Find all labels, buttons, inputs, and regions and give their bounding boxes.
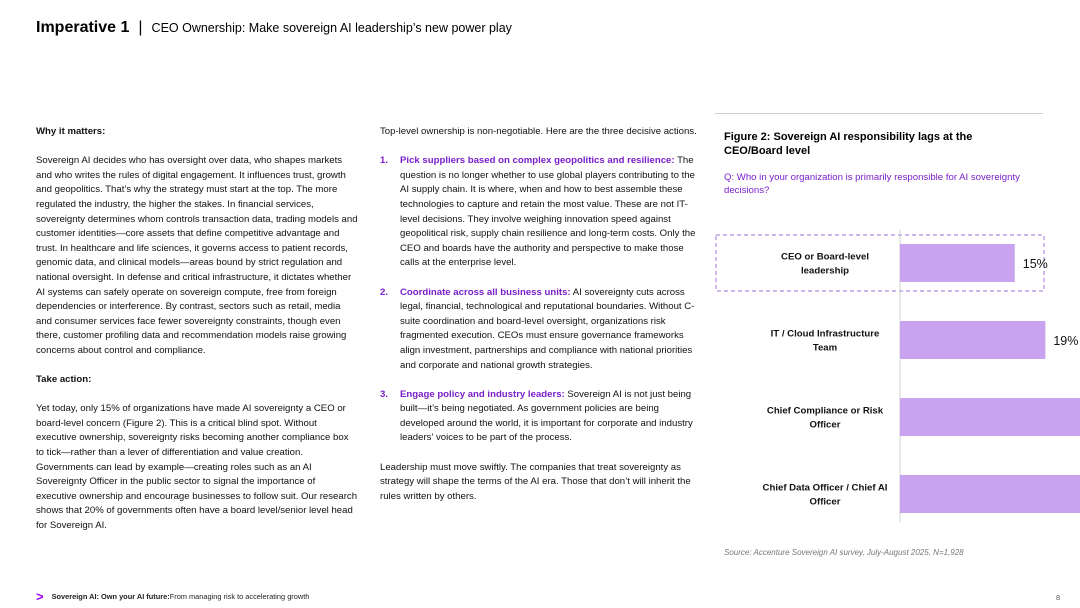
bar [900,321,1045,359]
action-body: The question is no longer whether to use global players contributing to the AI supply chain. It is where, when and how to best assemble these technologies to capture and retain the most value. These are not IT-level decisions. They involve weighing innovation speed against geopolitical risk, supply chain resilience and long-term costs. Only the CEO and boards have the authority and perspective to make those calls at the enterprise level. [400,155,696,269]
page-title: CEO Ownership: Make sovereign AI leadership’s new power play [151,21,512,35]
category-label: leadership [801,265,849,277]
action-item-3 [380,388,698,446]
column-decisive-actions [380,125,698,504]
closing-paragraph: Leadership must move swiftly. The companies that treat sovereignty as strategy will shape the terms of the AI era. Those that don’t will inherit the rules written by others. [380,461,691,502]
bar [900,244,1015,282]
accenture-logo-icon: > [36,589,44,604]
footer-subtitle: From managing risk to accelerating growth [169,592,310,601]
action-item-1 [380,154,698,271]
category-label: Team [812,342,838,354]
footer [36,589,309,604]
why-heading: Why it matters: [36,126,106,137]
action-text [400,388,698,446]
page-header [36,19,512,37]
action-number: 2. [380,286,389,298]
action-lead: Pick suppliers based on complex geopolitics and resilience: [400,155,675,167]
action-text [400,286,698,374]
figure-title: Figure 2: Sovereign AI responsibility lags at the CEO/Board level [724,131,973,157]
action-heading: Take action: [36,374,92,386]
bar-value-label: 15% [1022,257,1048,271]
column-why-it-matters [36,125,358,534]
header-separator: | [138,19,143,36]
action-body: Yet today, only 15% of organizations have made AI sovereignty a CEO or board-level concern (Figure 2). This is a critical blind spot. Without executive ownership, sovereignty risks becoming another compliance box to tick—rather than a lever of differentiation and value creation. Governments can lead by example—creating roles such as an AI Sovereignty Officer in the public sector to signal the importance of executive ownership and encourage businesses to follow suit. Our research shows that 20% of governments often have a board level/senior level head for Sovereign AI. [36,403,358,532]
action-text [400,154,698,271]
action-number: 3. [380,388,389,400]
responsibility-bar-chart [715,230,1079,530]
action-item-2 [380,286,698,374]
figure-question: Q: Who in your organization is primarily responsible for AI sovereignty decisions? [724,172,1020,196]
category-label: IT / Cloud Infrastructure [770,328,880,340]
page-number: 8 [1056,593,1061,602]
category-label: CEO or Board-level [781,251,869,263]
bar [900,398,1080,436]
category-label: Officer [809,419,841,431]
actions-intro: Top-level ownership is non-negotiable. Here are the three decisive actions. [380,126,697,137]
imperative-label: Imperative 1 [36,19,130,36]
category-label: Chief Compliance or Risk [766,405,884,417]
action-lead: Coordinate across all business units: [400,286,571,298]
why-body: Sovereign AI decides who has oversight over data, who shapes markets and who writes the rules of digital engagement. It influences trust, growth and geopolitics. That’s why the strategy must start at the top. The more regulated the industry, the higher the stakes. In financial services, sovereignty determines whom controls transaction data, trading models and customer identities—core assets that define competitive advantage and trust. In healthcare and life sciences, it governs access to patient records, genomic data, and clinical models—areas bound by strict regulation and national oversight. In defense and critical infrastructure, it dictates whether AI systems can safely operate on sovereign compute, free from foreign dependencies or interference. By contrast, sectors such as retail, media and consumer services face fewer sovereignty constraints, though even there, customer profiling data and recommendation models raise growing concerns about control and compliance. [36,155,358,356]
action-lead: Engage policy and industry leaders: [400,388,565,400]
action-body: AI sovereignty cuts across legal, financial, technological and reputational boundaries. Without C-suite coordination and board-level oversight, organizations risk fragmented execution. CEOs must ensure governance frameworks align investment, partnerships and compliance with national priorities and corporate and national growth strategies. [400,286,695,371]
footer-report-title: Sovereign AI: Own your AI future: [51,592,170,601]
figure-top-rule [715,113,1043,114]
category-label: Officer [809,496,841,508]
bar-value-label: 19% [1053,334,1079,348]
category-label: Chief Data Officer / Chief AI [762,482,888,494]
bar [900,475,1080,513]
action-body: Sovereign AI is not just being built—it’s being negotiated. As government policies are being developed around the world, it is important for corporate and industry leaders' voices to be part of the process. [400,388,693,444]
figure-source: Source: Accenture Sovereign AI survey, July-August 2025, N=1,928 [724,548,964,557]
action-number: 1. [380,155,389,167]
